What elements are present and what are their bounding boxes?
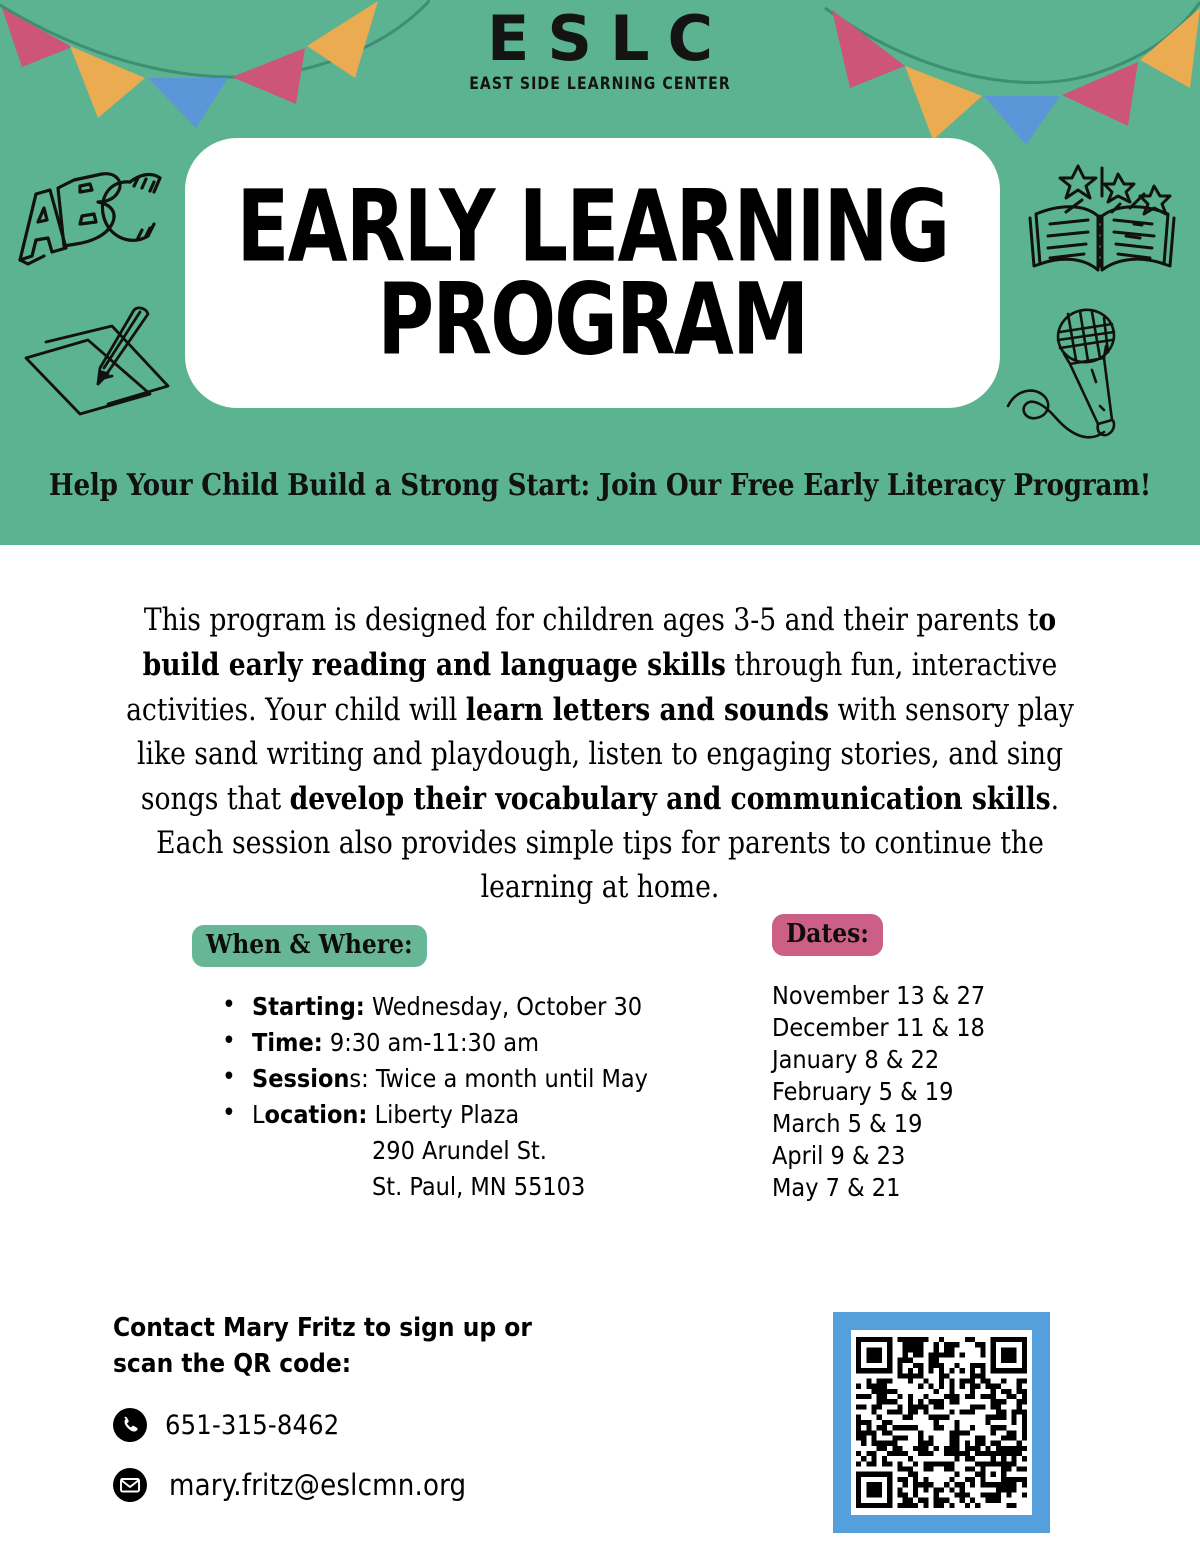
when-and-where-heading: When & Where:: [192, 925, 427, 967]
contact-heading: [113, 1310, 733, 1382]
envelope-icon: [113, 1468, 147, 1502]
page-title-line2: PROGRAM: [377, 261, 808, 378]
logo-text: ESLC: [486, 2, 731, 75]
list-item: • Starting: Wednesday, October 30: [222, 989, 712, 1024]
list-item: • Time: 9:30 am-11:30 am: [222, 1025, 712, 1060]
open-book-doodle-icon: [1022, 152, 1182, 282]
qr-code-modules: [856, 1335, 1027, 1510]
abc-doodle-icon: [6, 152, 186, 277]
list-item: 290 Arundel St.: [372, 1136, 547, 1165]
qr-code-quiet-zone: [851, 1330, 1032, 1515]
email-address[interactable]: mary.fritz@eslcmn.org: [169, 1468, 467, 1502]
when-and-where-section: [192, 925, 712, 1205]
eslc-logo: [0, 2, 1200, 94]
email-row[interactable]: [113, 1468, 733, 1502]
microphone-doodle-icon: [1000, 302, 1180, 442]
list-item: • Location: Liberty Plaza: [222, 1097, 712, 1132]
list-item: December 11 & 18: [772, 1013, 985, 1042]
list-item: St. Paul, MN 55103: [372, 1172, 586, 1201]
header-banner: [0, 0, 1200, 545]
list-item: • Sessions: Twice a month until May: [222, 1061, 712, 1096]
list-item: March 5 & 19: [772, 1109, 923, 1138]
phone-icon: [113, 1408, 147, 1442]
tagline: Help Your Child Build a Strong Start: Join Our Free Early Literacy Program!: [48, 468, 1152, 503]
when-and-where-list: [192, 989, 712, 1204]
program-description: This program is designed for children ages 3-5 and their parents to build early reading and language skills through fun, interactive activities. Your child will learn letters and sounds with sensory play like sand writing and playdough, listen to engaging stories, and sing songs that develop their vocabulary and communication skills. Each session also provides simple tips for parents to continue the learning at home.: [126, 602, 1074, 905]
dates-list: [772, 980, 1132, 1204]
list-item: May 7 & 21: [772, 1173, 901, 1202]
contact-heading-line2: scan the QR code:: [113, 1349, 352, 1379]
contact-section: [113, 1310, 733, 1502]
dates-heading: Dates:: [772, 914, 883, 956]
list-item: February 5 & 19: [772, 1077, 954, 1106]
phone-number[interactable]: 651-315-8462: [165, 1409, 340, 1441]
page-title-line1: EARLY LEARNING: [236, 168, 949, 284]
list-item: April 9 & 23: [772, 1141, 906, 1170]
phone-row[interactable]: [113, 1408, 733, 1442]
contact-heading-line1: Contact Mary Fritz to sign up or: [113, 1313, 532, 1343]
list-item: January 8 & 22: [772, 1045, 940, 1074]
qr-code-icon[interactable]: [833, 1312, 1050, 1533]
list-item: November 13 & 27: [772, 981, 986, 1010]
pencil-paper-doodle-icon: [22, 298, 187, 418]
title-card: [185, 138, 1000, 408]
dates-section: [772, 914, 1132, 1204]
logo-subtitle: EAST SIDE LEARNING CENTER: [469, 74, 731, 94]
